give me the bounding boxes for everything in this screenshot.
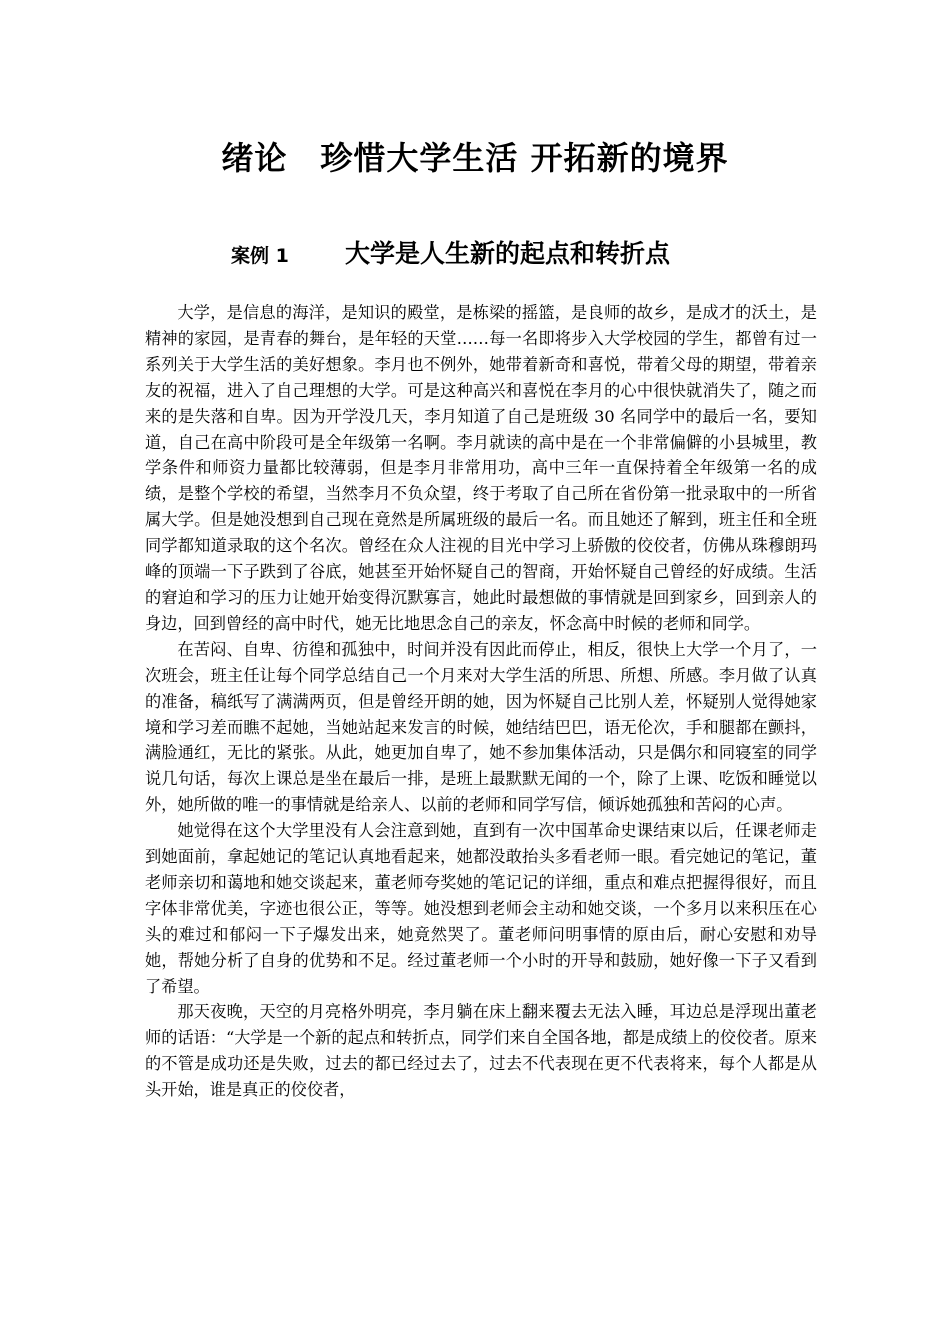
case-body [145,300,817,1103]
case-title [231,234,831,270]
paragraph: 大学，是信息的海洋，是知识的殿堂，是栋梁的摇篮，是良师的故乡，是成才的沃土，是精神的家园，是青春的舞台，是年轻的天堂……每一名即将步入大学校园的学生，都曾有过一系列关于大学生活的美好想象。李月也不例外，她带着新奇和喜悦，带着父母的期望，带着亲友的祝福，进入了自己理想的大学。可是这种高兴和喜悦在李月的心中很快就消失了，随之而来的是失落和自卑。因为开学没几天，李月知道了自己是班级 30 名同学中的最后一名，要知道，自己在高中阶段可是全年级第一名啊。李月就读的高中是在一个非常偏僻的小县城里，教学条件和师资力量都比较薄弱，但是李月非常用功，高中三年一直保持着全年级第一名的成绩，是整个学校的希望，当然李月不负众望，终于考取了自己所在省份第一批录取中的一所省属大学。但是她没想到自己现在竟然是所属班级的最后一名。而且她还了解到，班主任和全班同学都知道录取的这个名次。曾经在众人注视的目光中学习上骄傲的佼佼者，仿佛从珠穆朗玛峰的顶端一下子跌到了谷底，她甚至开始怀疑自己的智商，开始怀疑自己曾经的好成绩。生活的窘迫和学习的压力让她开始变得沉默寡言，她此时最想做的事情就是回到家乡，回到亲人的身边，回到曾经的高中时代，她无比地思念自己的亲友，怀念高中时候的老师和同学。 [145,303,817,633]
case-heading: 大学是人生新的起点和转折点 [345,239,671,268]
paragraph: 那天夜晚，天空的月亮格外明亮，李月躺在床上翻来覆去无法入睡，耳边总是浮现出董老师的话语：“大学是一个新的起点和转折点，同学们来自全国各地，都是成绩上的佼佼者。原来的不管是成功还是失败，过去的都已经过去了，过去不代表现在更不代表将来，每个人都是从头开始，谁是真正的佼佼者， [145,1002,817,1100]
paragraph: 在苦闷、自卑、彷徨和孤独中，时间并没有因此而停止，相反，很快上大学一个月了，一次班会，班主任让每个同学总结自己一个月来对大学生活的所思、所想、所感。李月做了认真的准备，稿纸写了满满两页，但是曾经开朗的她，因为怀疑自己比别人差，怀疑别人觉得她家境和学习差而瞧不起她，当她站起来发言的时候，她结结巴巴，语无伦次，手和腿都在颤抖，满脸通红，无比的紧张。从此，她更加自卑了，她不参加集体活动，只是偶尔和同寝室的同学说几句话，每次上课总是坐在最后一排，是班上最默默无闻的一个，除了上课、吃饭和睡觉以外，她所做的唯一的事情就是给亲人、以前的老师和同学写信，倾诉她孤独和苦闷的心声。 [145,639,817,815]
case-label: 案例 1 [231,245,289,267]
chapter-title: 绪论 珍惜大学生活 开拓新的境界 [221,139,729,177]
paragraph: 她觉得在这个大学里没有人会注意到她，直到有一次中国革命史课结束以后，任课老师走到她面前，拿起她记的笔记认真地看起来，她都没敢抬头多看老师一眼。看完她记的笔记，董老师亲切和蔼地和她交谈起来，董老师夸奖她的笔记记的详细，重点和难点把握得很好，而且字体非常优美，字迹也很公正，等等。她没想到老师会主动和她交谈，一个多月以来积压在心头的难过和郁闷一下子爆发出来，她竟然哭了。董老师问明事情的原由后，耐心安慰和劝导她，帮她分析了自身的优势和不足。经过董老师一个小时的开导和鼓励，她好像一下子又看到了希望。 [145,821,817,996]
